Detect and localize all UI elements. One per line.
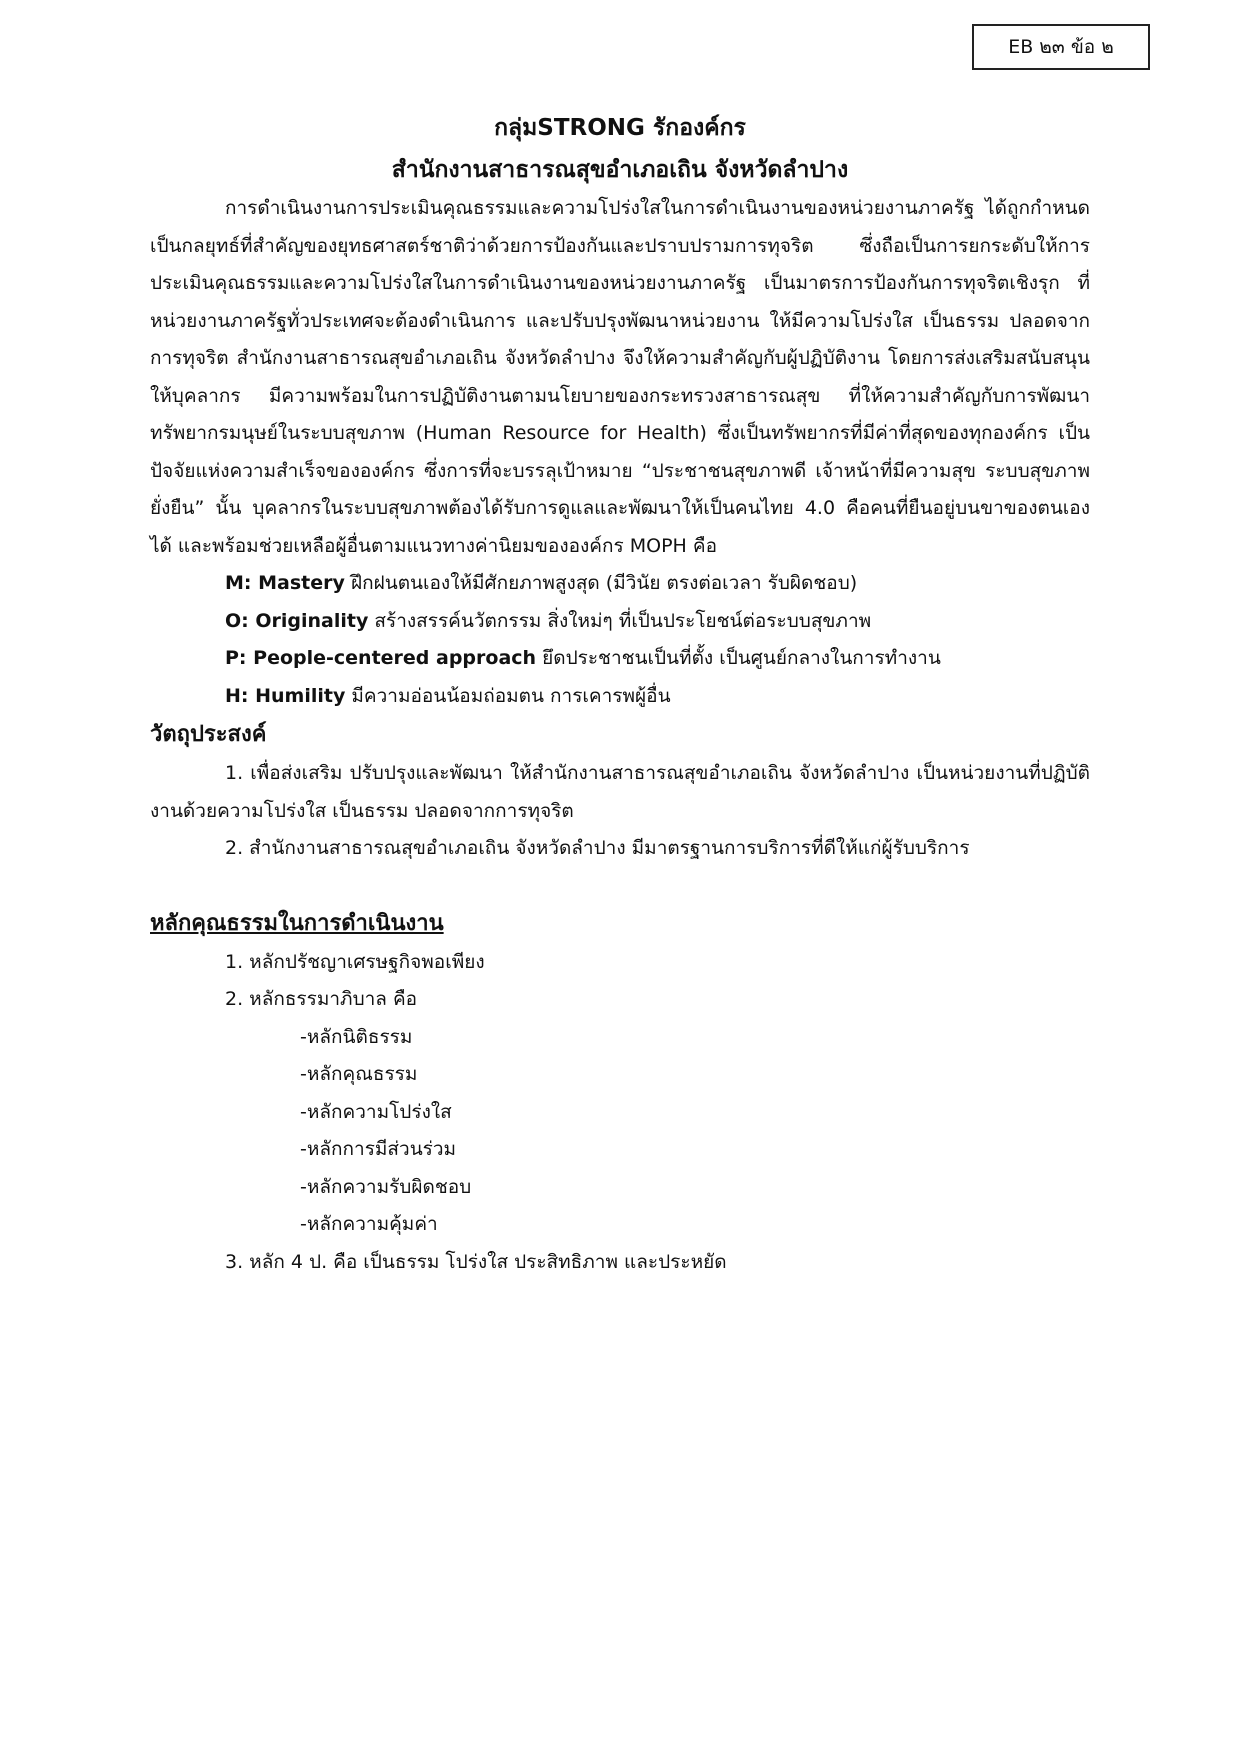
title-office: สำนักงานสาธารณสุขอำเภอเถิน จังหวัดลำปาง (391, 157, 849, 183)
intro-paragraph: การดำเนินงานการประเมินคุณธรรมและความโปร่งใสในการดำเนินงานของหน่วยงานภาครัฐ ได้ถูกกำหนดเป็นกลยุทธ์ที่สำคัญของยุทธศาสตร์ชาติว่าด้วยการป้องกันและปราบปรามการทุจริต ซึ่งถือเป็นการยกระดับให้การประเมินคุณธรรมและความโปร่งใสในการดำเนินงานของหน่วยงานภาครัฐ เป็นมาตรการป้องกันการทุจริตเชิงรุก ที่หน่วยงานภาครัฐทั่วประเทศจะต้องดำเนินการ และปรับปรุงพัฒนาหน่วยงาน ให้มีความโปร่งใส เป็นธรรม ปลอดจากการทุจริต สำนักงานสาธารณสุขอำเภอเถิน จังหวัดลำปาง จึงให้ความสำคัญกับผู้ปฏิบัติงาน โดยการส่งเสริมสนับสนุนให้บุคลากร มีความพร้อมในการปฏิบัติงานตามนโยบายของกระทรวงสาธารณสุข ที่ให้ความสำคัญกับการพัฒนาทรัพยากรมนุษย์ในระบบสุขภาพ (Human Resource for Health) ซึ่งเป็นทรัพยากรที่มีค่าที่สุดของทุกองค์กร เป็นปัจจัยแห่งความสำเร็จขององค์กร ซึ่งการที่จะบรรลุเป้าหมาย “ประชาชนสุขภาพดี เจ้าหน้าที่มีความสุข ระบบสุขภาพยั่งยืน” นั้น บุคลากรในระบบสุขภาพต้องได้รับการดูแลและพัฒนาให้เป็นคนไทย 4.0 คือคนที่ยืนอยู่บนขาของตนเองได้ และพร้อมช่วยเหลือผู้อื่นตามแนวทางค่านิยมขององค์กร MOPH คือ (150, 197, 1090, 557)
governance-sub-item: -หลักความคุ้มค่า (300, 1213, 438, 1235)
spacer (150, 868, 1090, 904)
moph-key: O: Originality (225, 609, 369, 632)
principles-heading: หลักคุณธรรมในการดำเนินงาน (150, 910, 444, 936)
objective-item-1: 1. เพื่อส่งเสริม ปรับปรุงและพัฒนา ให้สำนักงานสาธารณสุขอำเภอเถิน จังหวัดลำปาง เป็นหน่วยงานที่ปฏิบัติงานด้วยความโปร่งใส เป็นธรรม ปลอดจากการทุจริต (150, 762, 1090, 822)
title-group: กลุ่มSTRONG รักองค์กร (494, 115, 746, 141)
governance-sub-item: -หลักคุณธรรม (300, 1063, 418, 1085)
objective-item-2: 2. สำนักงานสาธารณสุขอำเภอเถิน จังหวัดลำปาง มีมาตรฐานการบริการที่ดีให้แก่ผู้รับบริการ (225, 837, 970, 859)
principle-item-1: 1. หลักปรัชญาเศรษฐกิจพอเพียง (225, 950, 485, 973)
moph-item-m (150, 565, 1090, 603)
moph-key: H: Humility (225, 684, 346, 707)
governance-sub-item: -หลักการมีส่วนร่วม (300, 1138, 457, 1160)
moph-item-p (150, 640, 1090, 678)
governance-sub-item: -หลักนิติธรรม (300, 1025, 413, 1048)
moph-key: P: People-centered approach (225, 647, 537, 669)
moph-item-o (150, 603, 1090, 641)
document-code-box: EB ๒๓ ข้อ ๒ (972, 24, 1150, 70)
objectives-heading: วัตถุประสงค์ (150, 722, 267, 747)
moph-desc: มีความอ่อนน้อมถ่อมตน การเคารพผู้อื่น (351, 684, 671, 707)
document-body (150, 190, 1090, 1281)
moph-desc: สร้างสรรค์นวัตกรรม สิ่งใหม่ๆ ที่เป็นประโยชน์ต่อระบบสุขภาพ (374, 609, 872, 632)
governance-sub-item: -หลักความโปร่งใส (300, 1100, 452, 1123)
governance-sub-item: -หลักความรับผิดชอบ (300, 1175, 472, 1198)
moph-item-h (150, 678, 1090, 716)
principle-item-3: 3. หลัก 4 ป. คือ เป็นธรรม โปร่งใส ประสิทธิภาพ และประหยัด (225, 1250, 727, 1273)
moph-desc: ยึดประชาชนเป็นที่ตั้ง เป็นศูนย์กลางในการทำงาน (542, 647, 941, 669)
moph-desc: ฝึกฝนตนเองให้มีศักยภาพสูงสุด (มีวินัย ตรงต่อเวลา รับผิดชอบ) (350, 572, 858, 594)
principle-item-2: 2. หลักธรรมาภิบาล คือ (225, 988, 418, 1010)
moph-key: M: Mastery (225, 572, 345, 594)
